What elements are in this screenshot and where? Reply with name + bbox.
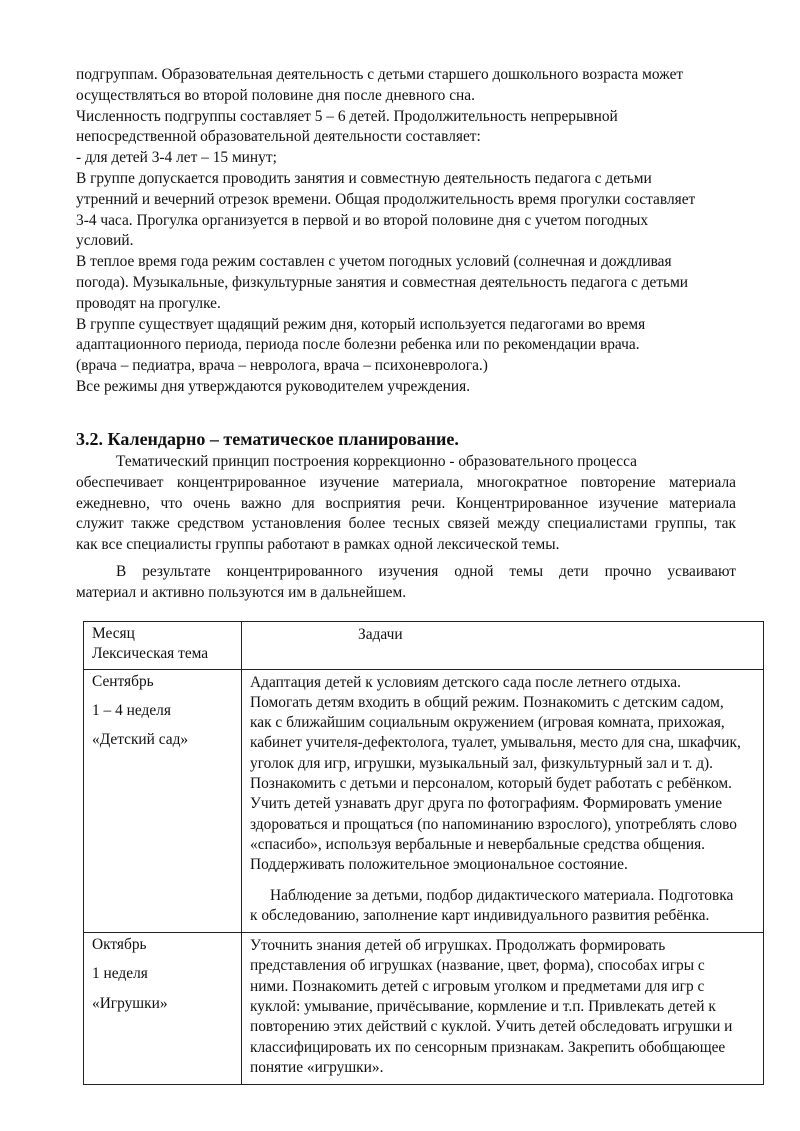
table-header-row bbox=[84, 622, 764, 670]
text-line: Тематический принцип построения коррекционно - образовательного процесса bbox=[116, 453, 637, 470]
text-line: понятие «игрушки». bbox=[250, 1058, 384, 1076]
text-line: как все специалисты группы работают в рамках одной лексической темы. bbox=[76, 536, 560, 554]
spacer bbox=[250, 876, 757, 886]
text-line: классифицировать их по сенсорным признакам. Закрепить обобщающее bbox=[250, 1038, 726, 1056]
table-row bbox=[84, 933, 764, 1085]
paragraph-result bbox=[76, 562, 736, 604]
text-line: уголок для игр, игрушки, музыкальный зал, физкультурный зал и т. д). bbox=[250, 754, 714, 772]
header-label-month: Месяц bbox=[92, 625, 135, 642]
text-line: условий. bbox=[76, 232, 134, 250]
text-line: утренний и вечерний отрезок времени. Общая продолжительность время прогулки составляет bbox=[76, 190, 696, 208]
text-line: кабинет учителя-дефектолога, туалет, умывальня, место для сна, шкафчик, bbox=[250, 734, 741, 752]
table-row bbox=[84, 669, 764, 933]
section-heading: 3.2. Календарно – тематическое планирование. bbox=[76, 429, 459, 449]
text-line: 3-4 часа. Прогулка организуется в первой и во второй половине дня с учетом погодных bbox=[76, 211, 649, 229]
month-cell bbox=[84, 669, 242, 933]
text-line: Численность подгруппы составляет 5 – 6 детей. Продолжительность непрерывной bbox=[76, 107, 618, 125]
text-line: адаптационного периода, периода после болезни ребенка или по рекомендации врача. bbox=[76, 336, 640, 354]
text-line: служит также средством установления более тесных связей между специалистами группы, так bbox=[76, 515, 736, 533]
text-line: «спасибо», используя вербальные и невербальные средства общения. bbox=[250, 835, 706, 853]
text-line: Познакомить с детьми и персоналом, который будет работать с ребёнком. bbox=[250, 775, 732, 793]
month-cell bbox=[84, 933, 242, 1085]
tasks-cell bbox=[242, 933, 764, 1085]
text-line: В результате концентрированного изучения одной темы дети прочно усваивают bbox=[116, 563, 736, 580]
week-label: 1 – 4 неделя bbox=[92, 701, 171, 719]
text-line: проводят на прогулке. bbox=[76, 294, 221, 312]
theme-label: «Детский сад» bbox=[92, 731, 189, 749]
text-line: В группе существует щадящий режим дня, который используется педагогами во время bbox=[76, 315, 646, 333]
text-line: В группе допускается проводить занятия и совместную деятельность педагога с детьми bbox=[76, 169, 652, 187]
text-line: ежедневно, что очень важно для восприятия речи. Концентрированное изучение материала bbox=[76, 494, 736, 512]
text-line: ними. Познакомить детей с игровым уголком и предметами для игр с bbox=[250, 977, 705, 995]
text-line: (врача – педиатра, врача – невролога, врача – психоневролога.) bbox=[76, 357, 488, 375]
week-label: 1 неделя bbox=[92, 965, 148, 983]
header-cell-month bbox=[84, 622, 242, 670]
header-label-theme: Лексическая тема bbox=[92, 645, 209, 663]
tasks-cell bbox=[242, 669, 764, 933]
text-line: Наблюдение за детьми, подбор дидактического материала. Подготовка bbox=[270, 886, 734, 904]
text-line: здороваться и прощаться (по напоминанию взрослого), употреблять слово bbox=[250, 815, 737, 833]
intro-text bbox=[76, 65, 736, 398]
text-line: куклой: умывание, причёсывание, кормление и т.п. Привлекать детей к bbox=[250, 998, 716, 1016]
text-line: повторению этих действий с куклой. Учить детей обследовать игрушки и bbox=[250, 1018, 733, 1036]
text-line: представления об игрушках (название, цвет, форма), способах игры с bbox=[250, 957, 705, 975]
month-label: Сентябрь bbox=[92, 672, 154, 690]
text-line: обеспечивает концентрированное изучение материала, многократное повторение материала bbox=[76, 473, 736, 491]
month-label: Октябрь bbox=[92, 936, 147, 954]
paragraph-thematic-principle bbox=[76, 452, 736, 556]
text-line: подгруппам. Образовательная деятельность с детьми старшего дошкольного возраста может bbox=[76, 66, 684, 83]
text-line: Адаптация детей к условиям детского сада после летнего отдыха. bbox=[250, 673, 681, 691]
text-line: осуществляться во второй половине дня после дневного сна. bbox=[76, 86, 475, 104]
text-line: к обследованию, заполнение карт индивидуального развития ребёнка. bbox=[250, 906, 710, 924]
text-line: - для детей 3-4 лет – 15 минут; bbox=[76, 149, 277, 167]
text-line: Помогать детям входить в общий режим. Познакомить с детским садом, bbox=[250, 693, 724, 711]
text-line: погода). Музыкальные, физкультурные занятия и совместная деятельность педагога с детьми bbox=[76, 273, 689, 291]
text-line: В теплое время года режим составлен с учетом погодных условий (солнечная и дождливая bbox=[76, 253, 672, 271]
text-line: Учить детей узнавать друг друга по фотографиям. Формировать умение bbox=[250, 795, 723, 813]
text-line: непосредственной образовательной деятельности составляет: bbox=[76, 128, 481, 146]
header-cell-tasks bbox=[242, 622, 764, 670]
text-line: Все режимы дня утверждаются руководителем учреждения. bbox=[76, 377, 471, 395]
text-line: Поддерживать положительное эмоциональное состояние. bbox=[250, 856, 628, 874]
calendar-plan-table bbox=[83, 621, 764, 1085]
header-label-tasks: Задачи bbox=[358, 626, 403, 643]
theme-label: «Игрушки» bbox=[92, 994, 168, 1012]
text-line: Уточнить знания детей об игрушках. Продолжать формировать bbox=[250, 937, 666, 955]
text-line: как с ближайшим социальным окружением (игровая комната, прихожая, bbox=[250, 714, 725, 732]
text-line: материал и активно пользуются им в дальнейшем. bbox=[76, 583, 407, 601]
